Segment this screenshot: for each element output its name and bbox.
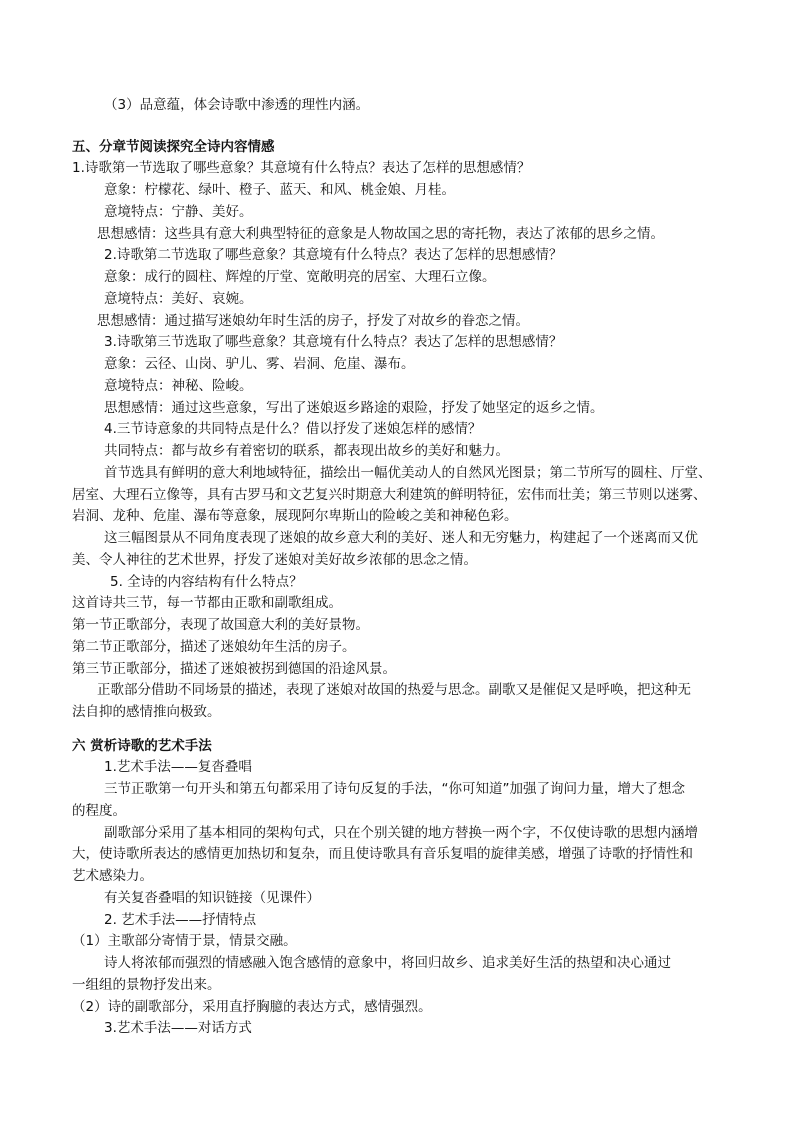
text-line-9: 意境特点：美好、哀婉。 [104, 291, 253, 307]
text-line-33: 副歌部分采用了基本相同的架构句式，只在个别关键的地方替换一两个字，不仅使诗歌的思想内涵增 [104, 825, 698, 841]
text-line-1: （3）品意蕴，体会诗歌中渗透的理性内涵。 [104, 97, 370, 113]
text-line-28: 法自抑的感情推向极致。 [72, 704, 221, 720]
text-line-36: 有关复沓叠唱的知识链接（见课件） [104, 890, 320, 906]
text-line-32: 的程度。 [72, 803, 126, 819]
text-line-5: 意境特点：宁静、美好。 [104, 204, 253, 220]
text-line-27: 正歌部分借助不同场景的描述，表现了迷娘对故国的热爱与思念。副歌又是催促又是呼唤，把这种无 [97, 682, 691, 698]
text-line-21: 美、令人神往的艺术世界，抒发了迷娘对美好故乡浓郁的思念之情。 [72, 552, 477, 568]
text-line-17: 首节选具有鲜明的意大利地域特征，描绘出一幅优美动人的自然风光图景；第二节所写的圆柱、厅堂、 [104, 465, 712, 481]
question-5: 5. 全诗的内容结构有什么特点？ [110, 574, 303, 590]
subheading-1: 1.艺术手法——复沓叠唱 [104, 759, 252, 775]
text-line-24: 第一节正歌部分，表现了故国意大利的美好景物。 [72, 617, 369, 633]
text-line-18: 居室、大理石立像等，具有古罗马和文艺复兴时期意大利建筑的鲜明特征，宏伟而壮美；第三节则以迷雾、 [72, 487, 707, 503]
text-line-19: 岩洞、龙种、危崖、瀑布等意象，展现阿尔卑斯山的险峻之美和神秘色彩。 [72, 508, 518, 524]
text-line-14: 思想感情：通过这些意象，写出了迷娘返乡路途的艰险，抒发了她坚定的返乡之情。 [104, 400, 604, 416]
text-line-38: （1）主歌部分寄情于景，情景交融。 [72, 933, 297, 949]
section-heading-6: 六 赏析诗歌的艺术手法 [72, 738, 212, 754]
text-line-10: 思想感情：通过描写迷娘幼年时生活的房子，抒发了对故乡的眷恋之情。 [97, 313, 529, 329]
text-line-39: 诗人将浓郁而强烈的情感融入饱含感情的意象中，将回归故乡、追求美好生活的热望和决心通过 [104, 955, 671, 971]
question-3: 3.诗歌第三节选取了哪些意象？其意境有什么特点？表达了怎样的思想感情？ [104, 334, 563, 350]
text-line-40: 一组组的景物抒发出来。 [72, 977, 221, 993]
text-line-25: 第二节正歌部分，描述了迷娘幼年生活的房子。 [72, 639, 356, 655]
text-line-13: 意境特点：神秘、险峻。 [104, 378, 253, 394]
text-line-16: 共同特点：都与故乡有着密切的联系，都表现出故乡的美好和魅力。 [104, 443, 509, 459]
text-line-8: 意象：成行的圆柱、辉煌的厅堂、宽敞明亮的居室、大理石立像。 [104, 269, 496, 285]
question-2: 2.诗歌第二节选取了哪些意象？其意境有什么特点？表达了怎样的思想感情？ [104, 247, 563, 263]
text-line-34: 大，使诗歌所表达的感情更加热切和复杂，而且使诗歌具有音乐复唱的旋律美感，增强了诗歌的抒情性和 [72, 846, 693, 862]
text-line-20: 这三幅图景从不同角度表现了迷娘的故乡意大利的美好、迷人和无穷魅力，构建起了一个迷离而又优 [104, 530, 698, 546]
subheading-3: 3.艺术手法——对话方式 [104, 1020, 252, 1036]
text-line-23: 这首诗共三节，每一节都由正歌和副歌组成。 [72, 595, 342, 611]
question-1: 1.诗歌第一节选取了哪些意象？其意境有什么特点？表达了怎样的思想感情？ [72, 160, 531, 176]
text-line-4: 意象：柠檬花、绿叶、橙子、蓝天、和风、桃金娘、月桂。 [104, 182, 455, 198]
text-line-35: 艺术感染力。 [72, 868, 153, 884]
text-line-26: 第三节正歌部分，描述了迷娘被拐到德国的沿途风景。 [72, 661, 396, 677]
text-line-31: 三节正歌第一句开头和第五句都采用了诗句反复的手法，“你可知道”加强了询问力量，增大了想念 [104, 781, 685, 797]
text-line-12: 意象：云径、山岗、驴儿、雾、岩洞、危崖、瀑布。 [104, 356, 415, 372]
section-heading-5: 五、分章节阅读探究全诗内容情感 [72, 139, 275, 155]
text-line-6: 思想感情：这些具有意大利典型特征的意象是人物故国之思的寄托物，表达了浓郁的思乡之情。 [97, 226, 664, 242]
text-line-41: （2）诗的副歌部分，采用直抒胸臆的表达方式，感情强烈。 [72, 999, 432, 1015]
subheading-2: 2. 艺术手法——抒情特点 [104, 912, 257, 928]
question-4: 4.三节诗意象的共同特点是什么？借以抒发了迷娘怎样的感情？ [104, 421, 482, 437]
